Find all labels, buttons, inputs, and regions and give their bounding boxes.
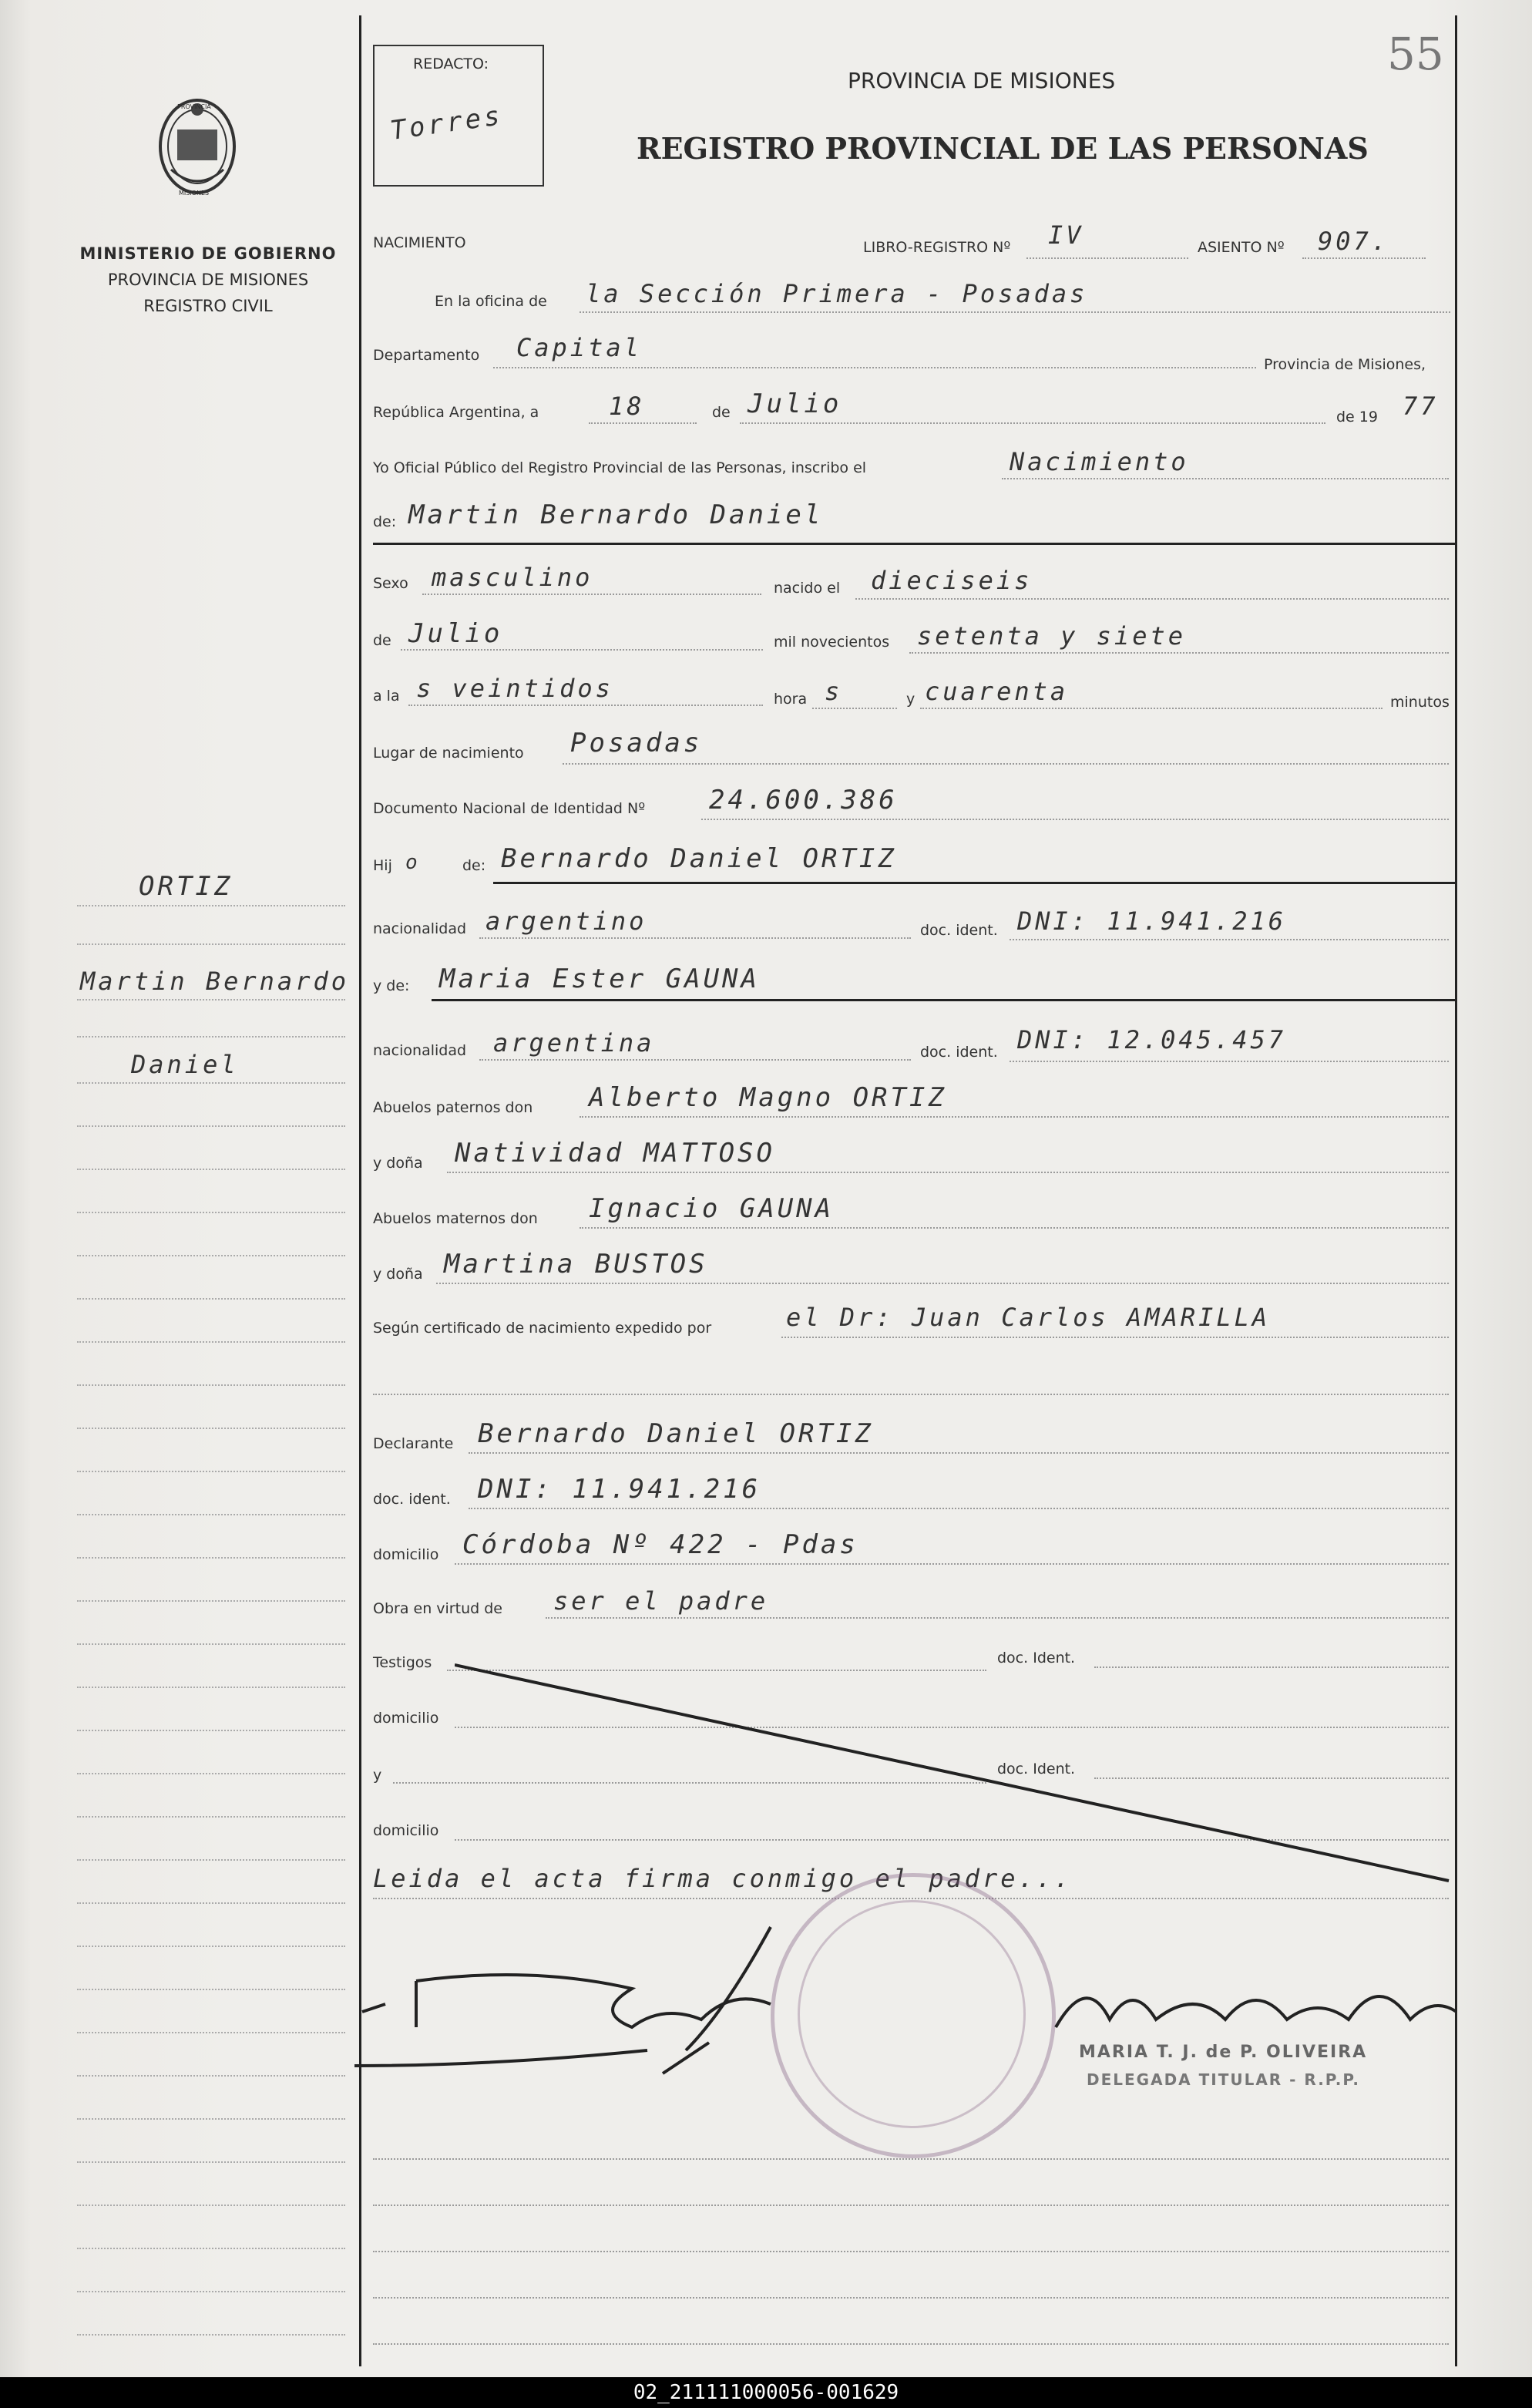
- asiento-dots: [1302, 257, 1426, 259]
- margin-line: [77, 1989, 345, 1990]
- margin-given2: Daniel: [131, 1050, 239, 1079]
- margin-line: [77, 2118, 345, 2120]
- hora-dots: [812, 708, 897, 709]
- abuelo-pat-dots: [580, 1116, 1449, 1118]
- margin-line: [77, 1946, 345, 1947]
- body-line: [373, 2297, 1449, 2299]
- padre-rule: [493, 882, 1455, 884]
- ministry-line1: MINISTERIO DE GOBIERNO: [79, 244, 337, 263]
- declarante-value: Bernardo Daniel ORTIZ: [478, 1418, 874, 1449]
- republica-label: República Argentina, a: [373, 404, 539, 421]
- doc-decl-label: doc. ident.: [373, 1491, 451, 1508]
- certificado-dots: [781, 1337, 1449, 1338]
- margin-line: [77, 2291, 345, 2292]
- nac-padre-label: nacionalidad: [373, 920, 467, 937]
- abuela-pat-value: Natividad MATTOSO: [455, 1138, 775, 1169]
- hora-value: s: [825, 677, 843, 706]
- hora-label: hora: [774, 691, 808, 708]
- domicilio-value: Córdoba Nº 422 - Pdas: [462, 1529, 858, 1560]
- ministry-line3: REGISTRO CIVIL: [143, 297, 273, 315]
- margin-line: [77, 1384, 345, 1386]
- minutos-dots: [920, 708, 1382, 709]
- abuelo-mat-dots: [580, 1227, 1449, 1229]
- padre-value: Bernardo Daniel ORTIZ: [501, 843, 897, 874]
- de-label: de: [712, 404, 731, 421]
- ydona-pat-label: y doña: [373, 1155, 423, 1172]
- seal-text-bottom: MISIONES: [179, 190, 210, 197]
- dni-dots: [701, 819, 1449, 820]
- leida-text: Leida el acta firma conmigo el padre...: [373, 1864, 1073, 1893]
- margin-line: [77, 1428, 345, 1429]
- declarante-dots: [469, 1452, 1449, 1454]
- margin-line: [77, 1687, 345, 1688]
- margin-line: [77, 905, 345, 906]
- nombre-rule: [373, 543, 1455, 545]
- image-id-footer: 02_211111000056-001629: [0, 2377, 1532, 2408]
- dia-dots: [589, 422, 697, 424]
- nombre-value: Martin Bernardo Daniel: [408, 499, 824, 530]
- abuelos-pat-label: Abuelos paternos don: [373, 1099, 533, 1116]
- madre-value: Maria Ester GAUNA: [439, 964, 760, 994]
- lugar-label: Lugar de nacimiento: [373, 745, 524, 762]
- testigos-label: Testigos: [373, 1654, 432, 1671]
- cancel-strike-line: [455, 1657, 1456, 1888]
- declarant-signature-icon: [339, 1896, 863, 2112]
- margin-line: [77, 1255, 345, 1256]
- margin-line: [77, 2075, 345, 2077]
- obra-value: ser el padre: [553, 1586, 769, 1616]
- certificado-label: Según certificado de nacimiento expedido por: [373, 1320, 712, 1337]
- margin-line: [77, 2334, 345, 2336]
- abuela-mat-dots: [436, 1283, 1449, 1284]
- nac-padre-value: argentino: [485, 906, 647, 936]
- nac-padre-dots: [479, 937, 911, 939]
- margin-line: [77, 1082, 345, 1084]
- testigos-doc2-label: doc. Ident.: [997, 1761, 1076, 1777]
- oficina-label: En la oficina de: [435, 293, 547, 310]
- body-line: [373, 2251, 1449, 2252]
- margin-line: [77, 1773, 345, 1774]
- obra-label: Obra en virtud de: [373, 1600, 502, 1617]
- oficina-value: la Sección Primera - Posadas: [586, 279, 1088, 308]
- de2-label: de:: [373, 513, 397, 530]
- seal-text-top: PROVINCIA: [177, 103, 211, 110]
- mil-label: mil novecientos: [774, 634, 890, 651]
- ala-label: a la: [373, 688, 400, 705]
- minutos-value: cuarenta: [925, 677, 1069, 706]
- margin-line: [77, 1816, 345, 1818]
- body-line: [373, 2158, 1449, 2160]
- domicilio-dots: [455, 1563, 1449, 1565]
- asiento-label: ASIENTO Nº: [1198, 239, 1285, 256]
- ministry-line2: PROVINCIA DE MISIONES: [107, 271, 309, 289]
- margin-line: [77, 2205, 345, 2206]
- sexo-value: masculino: [432, 563, 593, 592]
- doc-padre-dots: [1010, 939, 1449, 940]
- official-signature-icon: [1040, 1958, 1472, 2050]
- margin-line: [77, 1298, 345, 1300]
- redacto-box: [373, 45, 544, 187]
- libro-value: IV: [1048, 220, 1084, 250]
- doc-madre-dots: [1010, 1061, 1449, 1062]
- libro-dots: [1026, 257, 1188, 259]
- margin-line: [77, 2248, 345, 2249]
- margin-line: [77, 1557, 345, 1559]
- departamento-dots: [493, 367, 1256, 368]
- testigos-domicilio-label: domicilio: [373, 1710, 439, 1727]
- departamento-label: Departamento: [373, 347, 480, 364]
- nacido-dots: [855, 598, 1449, 600]
- ydona-mat-label: y doña: [373, 1266, 423, 1283]
- margin-line: [77, 1514, 345, 1515]
- yde-label: y de:: [373, 977, 410, 994]
- redacto-label: REDACTO:: [413, 55, 489, 72]
- dia-value: 18: [609, 392, 645, 421]
- provincial-seal-icon: [154, 92, 240, 208]
- dni-value: 24.600.386: [709, 785, 898, 816]
- margin-given1: Martin Bernardo: [80, 967, 349, 996]
- dni-label: Documento Nacional de Identidad Nº: [373, 800, 646, 817]
- abuelo-pat-value: Alberto Magno ORTIZ: [589, 1082, 947, 1113]
- abuelos-mat-label: Abuelos maternos don: [373, 1210, 538, 1227]
- margin-line: [77, 1902, 345, 1904]
- nac-madre-label: nacionalidad: [373, 1042, 467, 1059]
- de4-label: de:: [462, 857, 486, 874]
- margin-line: [77, 2032, 345, 2033]
- margin-line: [77, 1600, 345, 1602]
- lugar-value: Posadas: [570, 728, 703, 758]
- margin-line: [77, 1341, 345, 1343]
- libro-label: LIBRO-REGISTRO Nº: [863, 239, 1011, 256]
- abuelo-mat-value: Ignacio GAUNA: [589, 1193, 835, 1224]
- body-line: [373, 2205, 1449, 2206]
- margin-line: [77, 999, 345, 1001]
- nac-madre-dots: [479, 1059, 911, 1061]
- doc-madre-value: DNI: 12.045.457: [1017, 1025, 1286, 1054]
- madre-rule: [432, 999, 1455, 1001]
- abuela-mat-value: Martina BUSTOS: [444, 1249, 708, 1280]
- margin-line: [77, 1471, 345, 1472]
- obra-dots: [546, 1617, 1449, 1619]
- declarante-label: Declarante: [373, 1435, 454, 1452]
- provincia-suffix: Provincia de Misiones,: [1264, 356, 1426, 373]
- redacto-value: Torres: [388, 99, 505, 147]
- mes-dots: [740, 422, 1325, 424]
- nacido-value: dieciseis: [871, 566, 1033, 595]
- domicilio-label: domicilio: [373, 1546, 439, 1563]
- official-name: MARIA T. J. de P. OLIVEIRA: [1079, 2043, 1368, 2062]
- ministry-block: [46, 240, 370, 319]
- act-type: NACIMIENTO: [373, 234, 466, 251]
- mes2-value: Julio: [408, 618, 503, 649]
- ala-value: s veintidos: [416, 674, 613, 703]
- testigos-doc-label: doc. Ident.: [997, 1650, 1076, 1666]
- hij-label: Hij: [373, 857, 392, 874]
- margin-line: [77, 1643, 345, 1645]
- abuela-pat-dots: [447, 1172, 1449, 1173]
- margin-line: [77, 1730, 345, 1731]
- official-title: DELEGADA TITULAR - R.P.P.: [1087, 2070, 1360, 2089]
- margin-line: [77, 1036, 345, 1038]
- mes-value: Julio: [748, 388, 842, 419]
- doc-decl-value: DNI: 11.941.216: [478, 1474, 761, 1505]
- mil-value: setenta y siete: [917, 621, 1186, 651]
- margin-line: [77, 943, 345, 945]
- testigos-domicilio2-label: domicilio: [373, 1822, 439, 1839]
- ala-dots: [408, 705, 763, 706]
- asiento-value: 907.: [1318, 227, 1390, 256]
- testigos-y-label: y: [373, 1767, 382, 1784]
- doc-padre-label: doc. ident.: [920, 922, 998, 939]
- margin-line: [77, 1212, 345, 1213]
- nac-madre-value: argentina: [493, 1028, 655, 1058]
- doc-decl-dots: [469, 1508, 1449, 1509]
- minutos-label: minutos: [1390, 694, 1450, 711]
- margin-line: [77, 1125, 345, 1127]
- doc-padre-value: DNI: 11.941.216: [1017, 906, 1286, 936]
- header-registro: REGISTRO PROVINCIAL DE LAS PERSONAS: [637, 131, 1369, 166]
- mil-dots: [909, 652, 1449, 654]
- margin-line: [77, 2161, 345, 2163]
- anio-label: de 19: [1336, 409, 1378, 425]
- sexo-label: Sexo: [373, 575, 408, 592]
- departamento-value: Capital: [516, 333, 642, 362]
- certificado-value: el Dr: Juan Carlos AMARILLA: [786, 1303, 1271, 1332]
- nacido-label: nacido el: [774, 580, 841, 597]
- de3-label: de: [373, 632, 391, 649]
- oficina-dots: [580, 311, 1450, 313]
- body-line: [373, 2343, 1449, 2345]
- y-label: y: [906, 691, 916, 708]
- margin-line: [77, 1859, 345, 1861]
- certificado-dots-2: [373, 1394, 1449, 1395]
- page-number: 55: [1387, 28, 1444, 80]
- yo-oficial-value: Nacimiento: [1010, 447, 1189, 476]
- margin-line: [77, 1169, 345, 1170]
- margin-surname: ORTIZ: [139, 871, 233, 902]
- yo-oficial-dots: [1002, 478, 1449, 479]
- header-provincia: PROVINCIA DE MISIONES: [848, 68, 1116, 93]
- hij-value: o: [405, 851, 421, 874]
- lugar-dots: [563, 763, 1449, 765]
- anio-value: 77: [1403, 392, 1439, 421]
- doc-madre-label: doc. ident.: [920, 1044, 998, 1061]
- yo-oficial-label: Yo Oficial Público del Registro Provincial de las Personas, inscribo el: [373, 459, 867, 476]
- sexo-dots: [422, 594, 761, 595]
- mes2-dots: [401, 649, 763, 651]
